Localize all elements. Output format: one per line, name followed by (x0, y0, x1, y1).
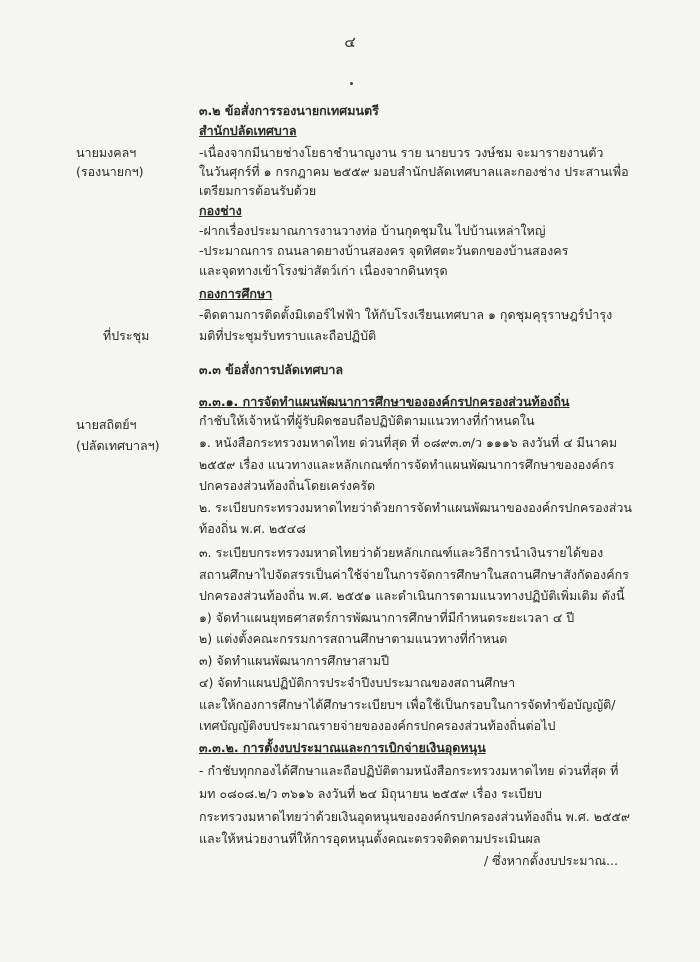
sub1-line: ๓) จัดทำแผนพัฒนาการศึกษาสามปี (199, 653, 390, 668)
office-heading: สำนักปลัดเทศบาล (199, 123, 297, 138)
scan-speck (350, 82, 353, 85)
engineering-line: และจุดทางเข้าโรงฆ่าสัตว์เก่า เนื่องจากดินทรุด (199, 263, 448, 278)
sub2-line: และให้หน่วยงานที่ให้การอุดหนุนตั้งคณะตรวจติดตามประเมินผล (199, 831, 541, 846)
section-3-2-heading: ๓.๒ ข้อสั่งการรองนายกเทศมนตรี (199, 103, 379, 118)
sub1-line: สถานศึกษาไปจัดสรรเป็นค่าใช้จ่ายในการจัดการศึกษาในสถานศึกษาสังกัดองค์กร (199, 567, 629, 582)
sub1-line: ๒. ระเบียบกระทรวงมหาดไทยว่าด้วยการจัดทำแผนพัฒนาขององค์กรปกครองส่วน (199, 500, 632, 515)
sub1-line: ๑) จัดทำแผนยุทธศาสตร์การพัฒนาการศึกษาที่มีกำหนดระยะเวลา ๔ ปี (199, 610, 575, 625)
office-line: เตรียมการต้อนรับด้วย (199, 183, 317, 198)
sub1-line: ปกครองส่วนท้องถิ่น พ.ศ. ๒๕๕๑ และดำเนินการตามแนวทางปฏิบัติเพิ่มเติม ดังนี้ (199, 588, 625, 603)
sub1-line: ๓. ระเบียบกระทรวงมหาดไทยว่าด้วยหลักเกณฑ์และวิธีการนำเงินรายได้ของ (199, 545, 604, 560)
speaker-role-3-2: (รองนายกฯ) (76, 164, 144, 179)
engineering-heading: กองช่าง (199, 203, 242, 218)
education-heading: กองการศึกษา (199, 286, 273, 301)
sub1-line: ๒๕๕๙ เรื่อง แนวทางและหลักเกณฑ์การจัดทำแผนพัฒนาการศึกษาขององค์กร (199, 457, 615, 472)
section-3-3-heading: ๓.๓ ข้อสั่งการปลัดเทศบาล (199, 362, 344, 377)
sub2-line: - กำชับทุกกองได้ศึกษาและถือปฏิบัติตามหนังสือกระทรวงมหาดไทย ด่วนที่สุด ที่ (199, 763, 619, 778)
sub1-line: ๑. หนังสือกระทรวงมหาดไทย ด่วนที่สุด ที่ ๐๘๙๓.๓/ว ๑๑๑๖ ลงวันที่ ๔ มีนาคม (199, 435, 618, 450)
education-line: -ติดตามการติดตั้งมิเตอร์ไฟฟ้า ให้กับโรงเรียนเทศบาล ๑ กุดชุมคุรุราษฎร์บำรุง (199, 307, 613, 322)
engineering-line: -ฝากเรื่องประมาณการงานวางท่อ บ้านกุดชุมใน ไปบ้านเหล่าใหญ่ (199, 223, 546, 238)
sub1-line: ท้องถิ่น พ.ศ. ๒๕๔๘ (199, 521, 306, 536)
engineering-line: -ประมาณการ ถนนลาดยางบ้านสองคร จุดทิศตะวันตกของบ้านสองคร (199, 243, 569, 258)
office-line: -เนื่องจากมีนายช่างโยธาชำนาญงาน ราย นายบวร วงษ์ชม จะมารายงานตัว (199, 145, 604, 160)
speaker-title-3-2: นายมงคลฯ (76, 145, 137, 160)
meeting-resolution: มติที่ประชุมรับทราบและถือปฏิบัติ (199, 328, 377, 343)
sub1-line: ปกครองส่วนท้องถิ่นโดยเคร่งครัด (199, 478, 376, 493)
continuation-note: / ซึ่งหากตั้งงบประมาณ... (484, 853, 618, 868)
sub1-line: และให้กองการศึกษาได้ศึกษาระเบียบฯ เพื่อใช้เป็นกรอบในการจัดทำข้อบัญญัติ/ (199, 697, 616, 712)
sub2-line: มท ๐๘๐๘.๒/ว ๓๖๑๖ ลงวันที่ ๒๔ มิถุนายน ๒๕๕๙ เรื่อง ระเบียบ (199, 786, 542, 801)
speaker-role-3-3: (ปลัดเทศบาลฯ) (76, 438, 160, 453)
sub2-line: กระทรวงมหาดไทยว่าด้วยเงินอุดหนุนขององค์กรปกครองส่วนท้องถิ่น พ.ศ. ๒๕๕๙ (199, 809, 631, 824)
office-line: ในวันศุกร์ที่ ๑ กรกฎาคม ๒๕๕๙ มอบสำนักปลัดเทศบาลและกองช่าง ประสานเพื่อ (199, 164, 629, 179)
meeting-label: ที่ประชุม (103, 328, 150, 343)
sub1-line: เทศบัญญัติงบประมาณรายจ่ายขององค์กรปกครองส่วนท้องถิ่นต่อไป (199, 718, 556, 733)
page-number: ๔ (344, 33, 356, 51)
sub1-line: กำชับให้เจ้าหน้าที่ผู้รับผิดชอบถือปฏิบัติตามแนวทางที่กำหนดใน (199, 413, 535, 428)
sub1-line: ๒) แต่งตั้งคณะกรรมการสถานศึกษาตามแนวทางที่กำหนด (199, 631, 508, 646)
sub-3-3-2-heading: ๓.๓.๒. การตั้งงบประมาณและการเบิกจ่ายเงินอุดหนุน (199, 740, 486, 755)
sub1-line: ๔) จัดทำแผนปฏิบัติการประจำปีงบประมาณของสถานศึกษา (199, 675, 516, 690)
sub-3-3-1-heading: ๓.๓.๑. การจัดทำแผนพัฒนาการศึกษาขององค์กรปกครองส่วนท้องถิ่น (199, 394, 570, 409)
speaker-title-3-3: นายสถิตย์ฯ (76, 417, 137, 432)
